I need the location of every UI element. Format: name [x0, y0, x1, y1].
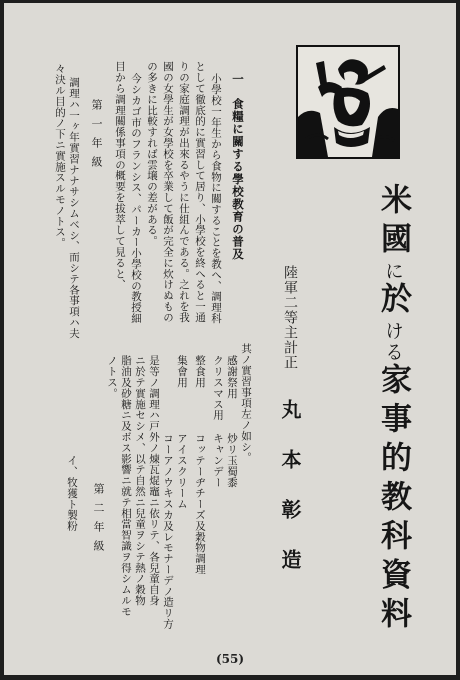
- grade2-lead: イ、牧獲ト製粉: [66, 455, 78, 532]
- intro-line: 目から調理關係事項の概要を拔萃して見ると、: [114, 61, 126, 290]
- magazine-page: [4, 3, 456, 675]
- grade2-heading: 第二年級: [92, 483, 105, 559]
- list-item-label: 整食用: [194, 355, 206, 388]
- intro-line: として徹底的に實習して居り、小學校を終へると一通: [194, 61, 206, 323]
- section-heading: 一 食糧に關する學校教育の普及: [231, 73, 245, 261]
- intro-line: 國の女學生が女學校を卒業して飯が完全に炊けぬもの: [162, 61, 174, 323]
- intro-line: の多きに比較すれば雲壌の差がある。: [146, 61, 158, 247]
- list-item-value: 炒リ玉蜀黍: [226, 433, 238, 488]
- page-number: (55): [215, 652, 245, 666]
- footnote-line: コーアノウキスカ及レモナーデノ造リ方: [162, 433, 174, 630]
- intro-line: 小學校一年生から食物に關することを教へ、調理科: [210, 73, 222, 324]
- list-intro: 其ノ實習事項左ノ如シ。: [240, 343, 252, 463]
- cooking-figure-icon: [298, 47, 398, 157]
- intro-line: りの家庭調理が出來るやうに仕組んである。之れを我: [178, 61, 190, 323]
- grade1-line: 々決ル目的ノ下ニ實施スルモノトス。: [54, 63, 66, 249]
- list-item-label: 感謝祭用: [226, 355, 238, 399]
- grade1-heading: 第一年級: [90, 99, 103, 175]
- list-item-value: コッテーヂチーズ及穀物調理: [194, 433, 206, 575]
- grade1-line: 調理ハ一ヶ年實習ナナサシムベシ、而シテ各事項ハ夫: [68, 77, 80, 339]
- list-item-label: クリスマス用: [212, 355, 224, 421]
- footnote-line: 脂油及砂糖ニ及ボス影響ニ就テ相當智識ヲ得シムルモ: [120, 355, 132, 617]
- footnote-line: ノトス。: [106, 355, 118, 399]
- author-name: 丸本彰造: [278, 399, 302, 599]
- footnote-line: ニ於テ實施セシメ、以テ自然ニ兒童ヲシテ熱ノ穀物: [134, 355, 146, 606]
- list-item-label: 集會用: [176, 355, 188, 388]
- footnote-line: 是等ノ調理ハ戸外ノ煉瓦焜竈ニ依リテ、各兒童自身: [148, 355, 160, 606]
- article-title: 米國に於ける家事的教科資料: [375, 183, 411, 636]
- intro-line: 今シカゴ市のフランシス、パーカー小學校の教授細: [130, 73, 142, 324]
- list-item-value: アイスクリーム: [176, 433, 188, 510]
- list-item-value: キャンデー: [212, 433, 224, 488]
- woodcut-illustration: [296, 45, 400, 159]
- author-rank: 陸軍二等主計正: [282, 265, 298, 370]
